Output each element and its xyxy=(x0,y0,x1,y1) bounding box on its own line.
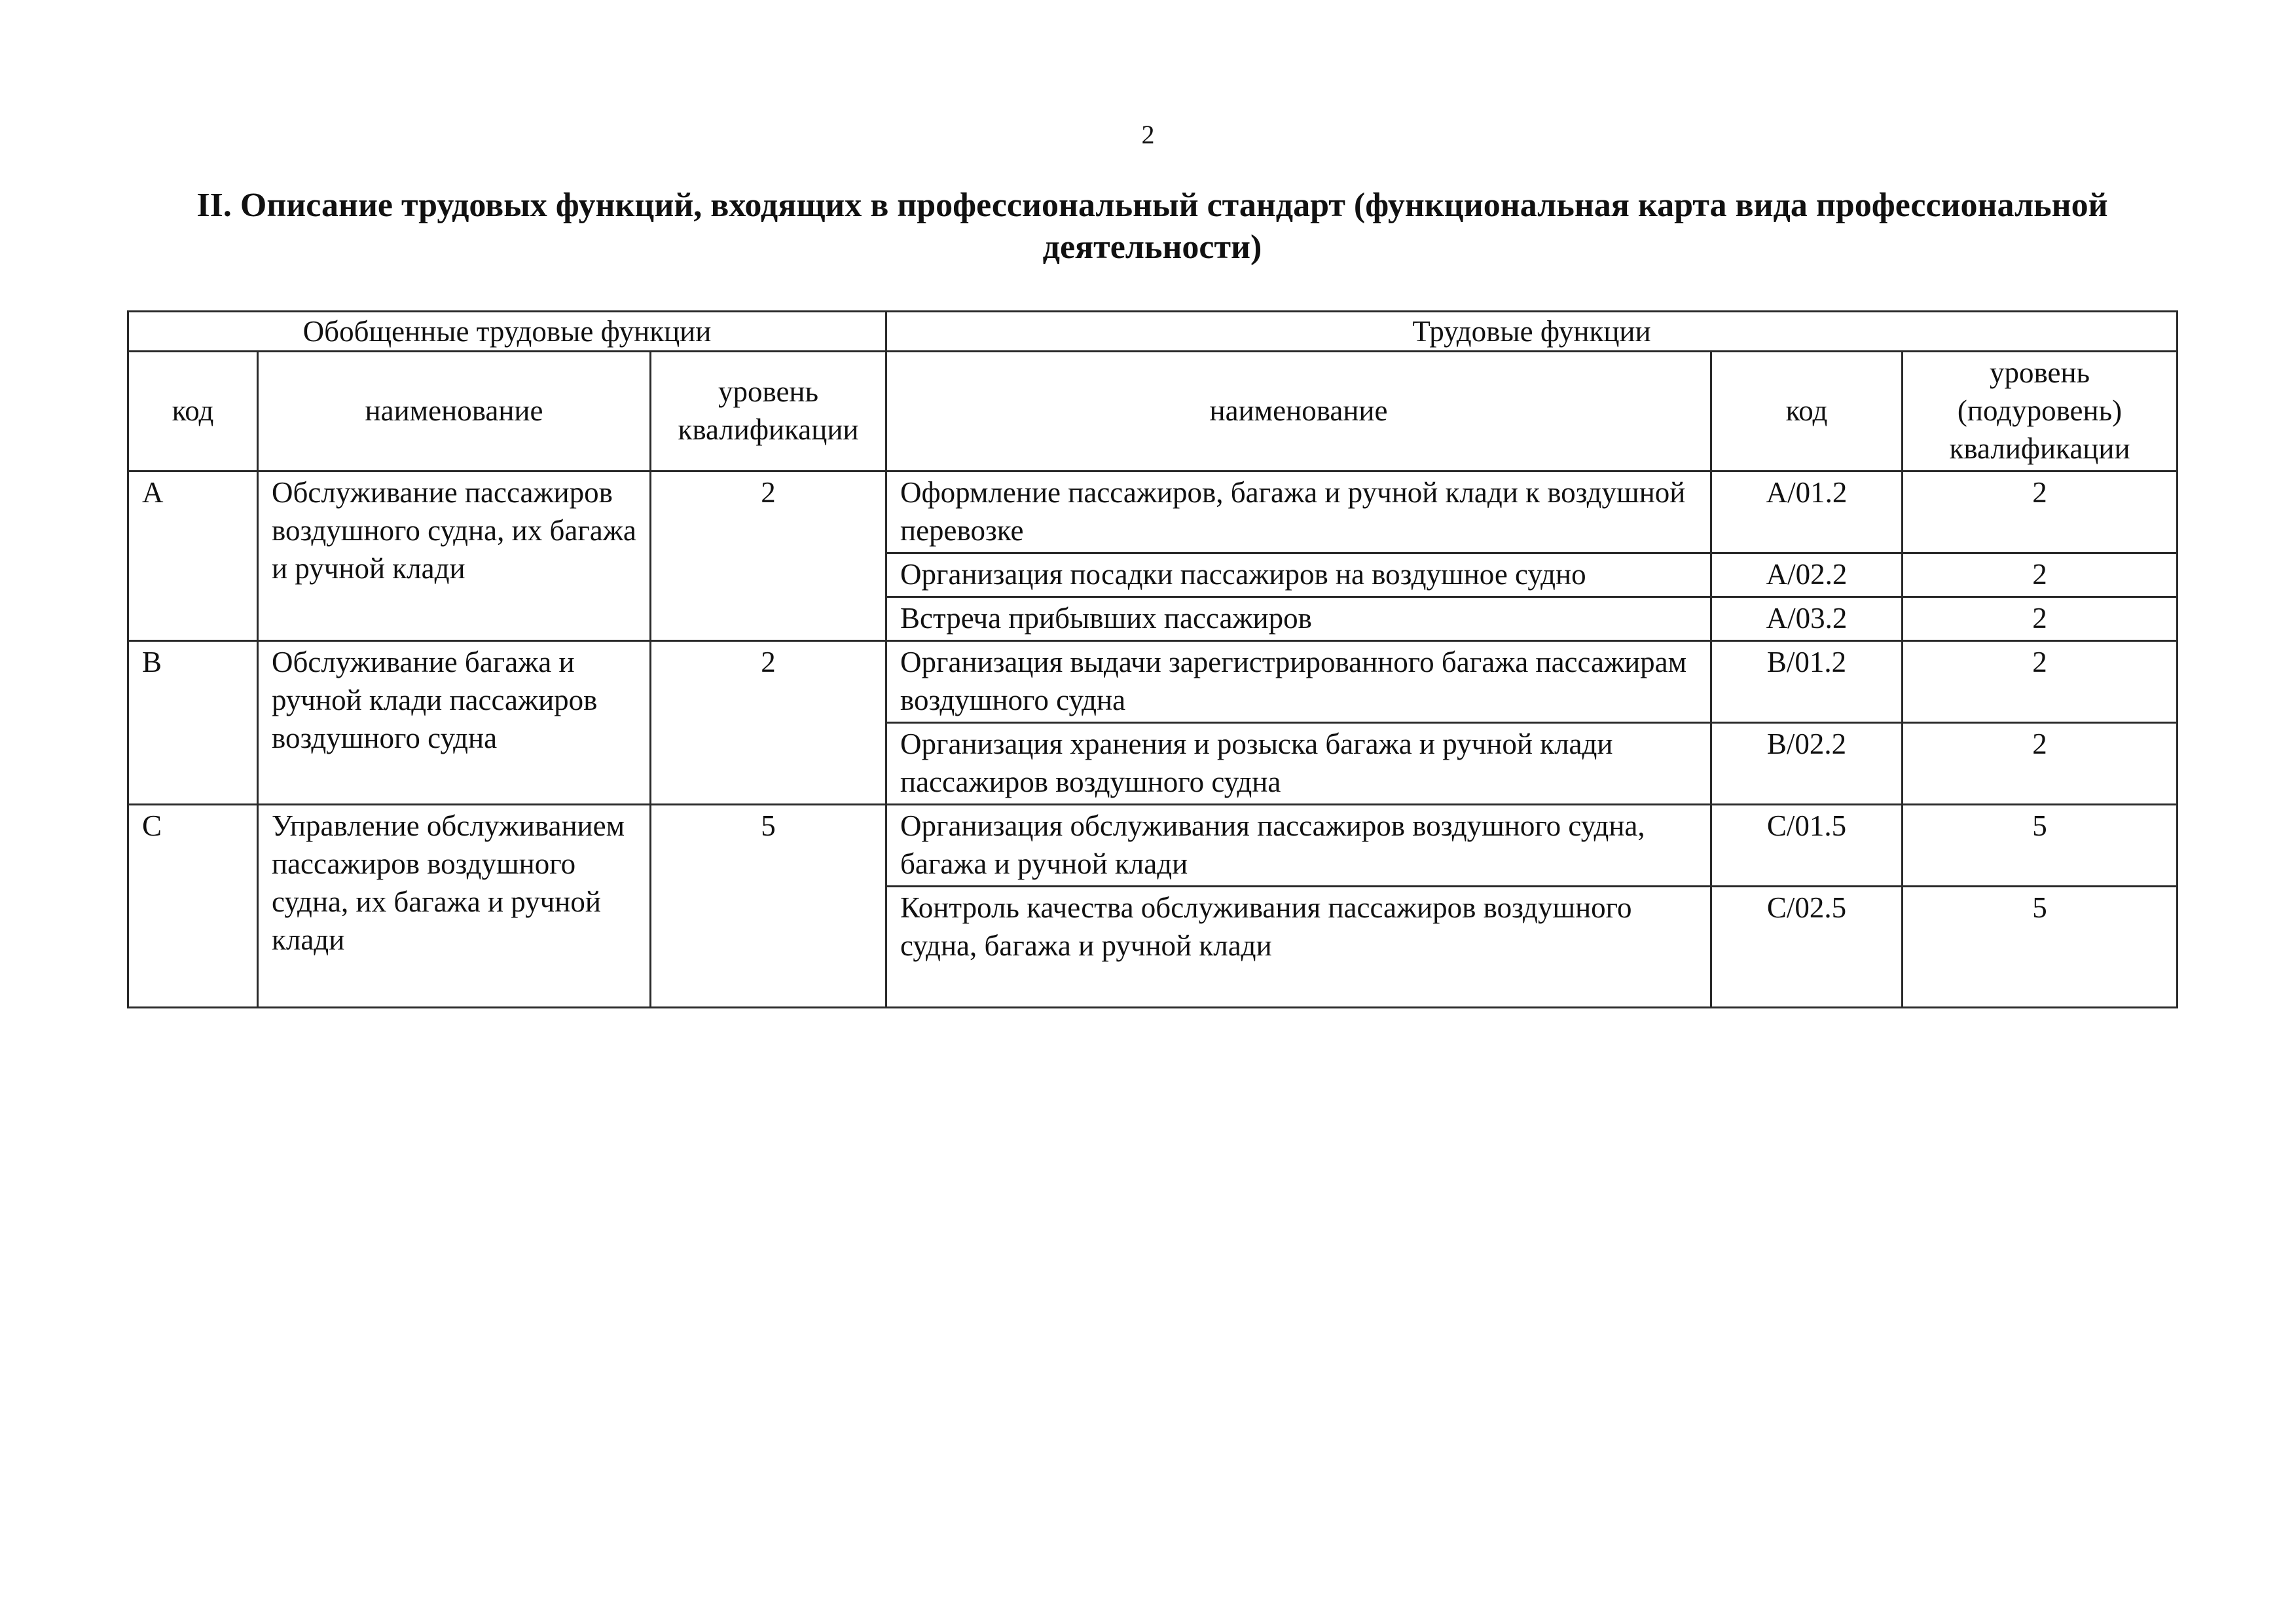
group-code: C xyxy=(128,805,258,1008)
group-level: 2 xyxy=(651,471,886,641)
section-title: II. Описание трудовых функций, входящих в профессиональный стандарт (функциональная карта вида профессиональной деятельности) xyxy=(196,187,2108,266)
col-header-function-code: код xyxy=(1711,352,1903,471)
group-code: A xyxy=(128,471,258,641)
function-level: 2 xyxy=(1903,641,2178,723)
function-name: Организация выдачи зарегистрированного багажа пассажирам воздушного судна xyxy=(886,641,1711,723)
table-row xyxy=(128,471,2178,553)
col-header-function-level: уровень (подуровень) квалификации xyxy=(1903,352,2178,471)
functional-map-table xyxy=(127,310,2178,1008)
col-header-code: код xyxy=(128,352,258,471)
function-code: B/01.2 xyxy=(1711,641,1903,723)
generalized-functions-header: Обобщенные трудовые функции xyxy=(128,312,886,352)
labor-functions-header: Трудовые функции xyxy=(886,312,2178,352)
function-code: C/02.5 xyxy=(1711,887,1903,1008)
function-level: 2 xyxy=(1903,471,2178,553)
function-level: 2 xyxy=(1903,553,2178,597)
column-header-row xyxy=(128,352,2178,471)
group-header-row xyxy=(128,312,2178,352)
function-code: B/02.2 xyxy=(1711,723,1903,805)
group-name: Обслуживание багажа и ручной клади пассажиров воздушного судна xyxy=(258,641,651,805)
function-code: A/02.2 xyxy=(1711,553,1903,597)
group-level: 5 xyxy=(651,805,886,1008)
function-level: 2 xyxy=(1903,597,2178,641)
col-header-level: уровень квалификации xyxy=(651,352,886,471)
col-header-function-name: наименование xyxy=(886,352,1711,471)
table-row xyxy=(128,641,2178,723)
function-name: Контроль качества обслуживания пассажиров воздушного судна, багажа и ручной клади xyxy=(886,887,1711,1008)
group-name: Управление обслуживанием пассажиров воздушного судна, их багажа и ручной клади xyxy=(258,805,651,1008)
function-name: Оформление пассажиров, багажа и ручной клади к воздушной перевозке xyxy=(886,471,1711,553)
function-name: Организация обслуживания пассажиров воздушного судна, багажа и ручной клади xyxy=(886,805,1711,887)
table-row xyxy=(128,805,2178,887)
function-level: 5 xyxy=(1903,887,2178,1008)
page-number: 2 xyxy=(1141,120,1155,149)
function-name: Встреча прибывших пассажиров xyxy=(886,597,1711,641)
function-code: A/03.2 xyxy=(1711,597,1903,641)
function-name: Организация посадки пассажиров на воздушное судно xyxy=(886,553,1711,597)
function-code: C/01.5 xyxy=(1711,805,1903,887)
col-header-name: наименование xyxy=(258,352,651,471)
function-name: Организация хранения и розыска багажа и ручной клади пассажиров воздушного судна xyxy=(886,723,1711,805)
function-code: A/01.2 xyxy=(1711,471,1903,553)
function-level: 2 xyxy=(1903,723,2178,805)
group-code: B xyxy=(128,641,258,805)
group-name: Обслуживание пассажиров воздушного судна, их багажа и ручной клади xyxy=(258,471,651,641)
group-level: 2 xyxy=(651,641,886,805)
function-level: 5 xyxy=(1903,805,2178,887)
